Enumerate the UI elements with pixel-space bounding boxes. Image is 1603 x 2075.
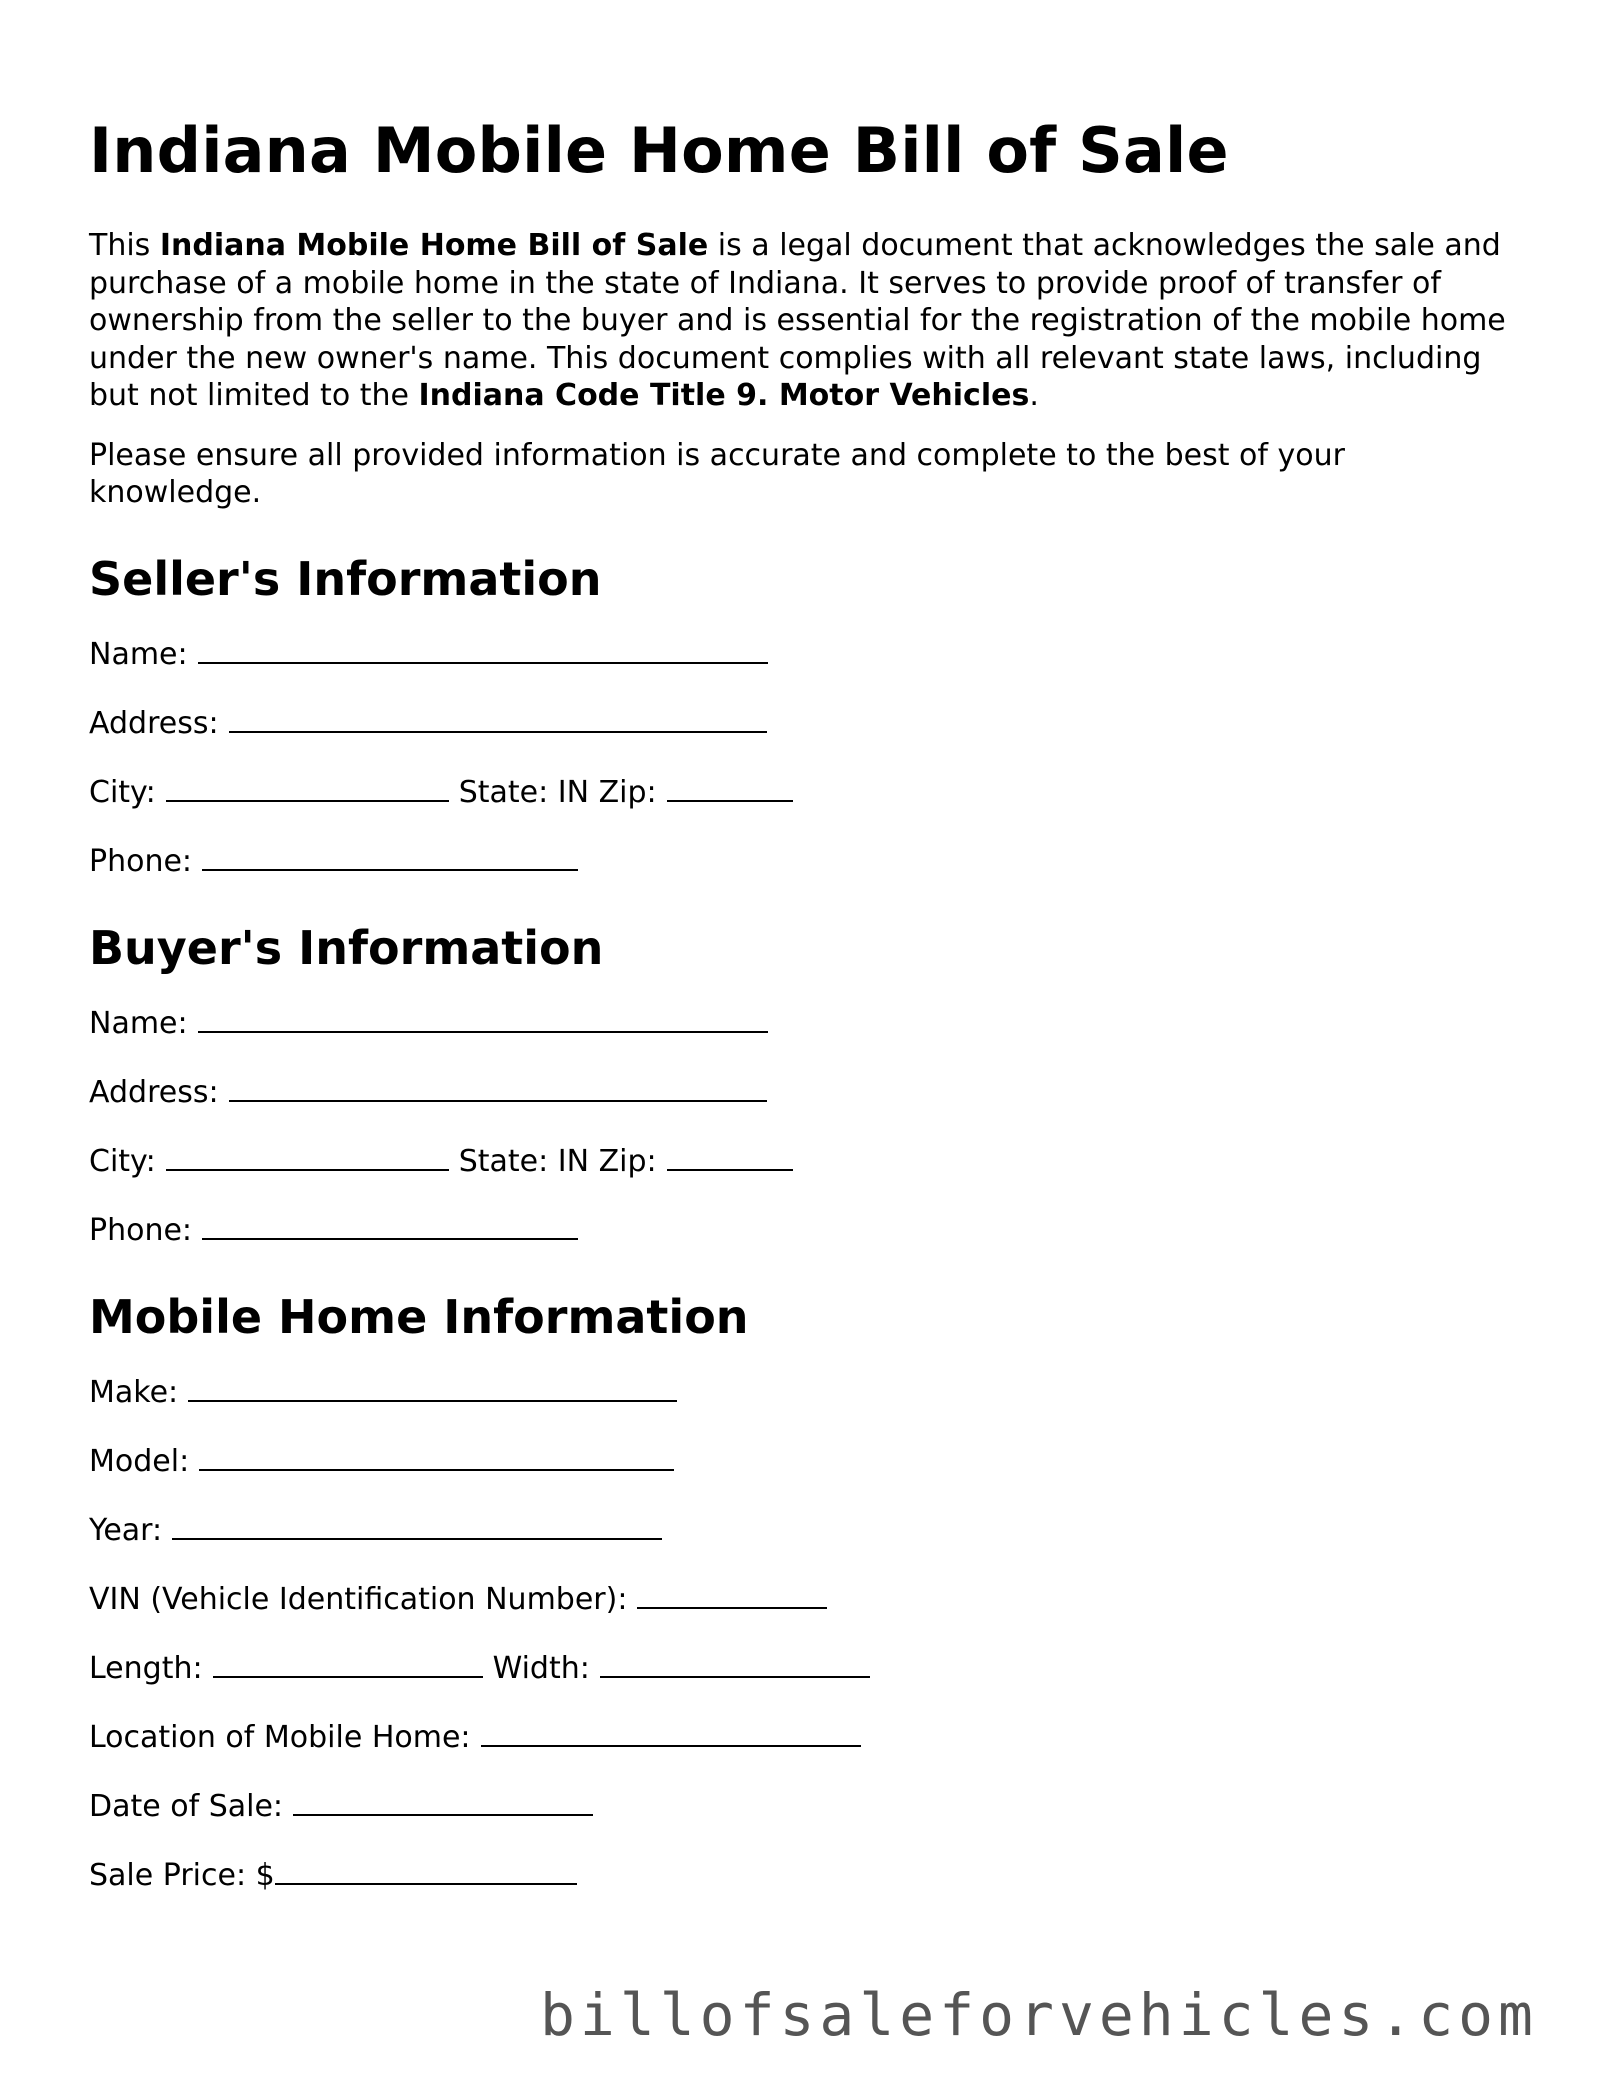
width-field[interactable] <box>600 1648 870 1678</box>
year-field[interactable] <box>172 1510 662 1540</box>
buyer-state-label: State: IN <box>458 1143 590 1179</box>
width-label: Width: <box>492 1650 590 1686</box>
seller-address-row <box>89 703 1519 743</box>
make-row <box>89 1372 1519 1412</box>
buyer-city-field[interactable] <box>166 1141 449 1171</box>
buyer-city-label: City: <box>89 1143 156 1179</box>
buyer-phone-label: Phone: <box>89 1212 193 1248</box>
year-label: Year: <box>89 1512 163 1548</box>
location-label: Location of Mobile Home: <box>89 1719 471 1755</box>
buyer-name-label: Name: <box>89 1005 188 1041</box>
dimensions-row <box>89 1648 1519 1688</box>
seller-name-label: Name: <box>89 636 188 672</box>
vin-row <box>89 1579 1519 1619</box>
location-field[interactable] <box>481 1717 861 1747</box>
buyer-name-row <box>89 1003 1519 1043</box>
seller-section-heading: Seller's Information <box>89 551 602 606</box>
sale-price-label: Sale Price: $ <box>89 1857 275 1893</box>
model-label: Model: <box>89 1443 190 1479</box>
seller-zip-label: Zip: <box>598 774 657 810</box>
date-of-sale-field[interactable] <box>293 1786 593 1816</box>
intro-paragraph <box>89 227 1519 415</box>
make-label: Make: <box>89 1374 179 1410</box>
vin-field[interactable] <box>637 1579 827 1609</box>
date-of-sale-row <box>89 1786 1519 1826</box>
instructions-paragraph: Please ensure all provided information is accurate and complete to the best of your knowledge. <box>89 437 1345 510</box>
seller-phone-field[interactable] <box>202 841 578 871</box>
buyer-zip-field[interactable] <box>667 1141 793 1171</box>
intro-text-post: . <box>1029 378 1039 413</box>
intro-bold-document-name: Indiana Mobile Home Bill of Sale <box>159 228 709 263</box>
intro-text-mid: is a legal document that acknowledges the sale and purchase of a mobile home in the state of Indiana. It serves to provide proof of transfer of ownership from the seller to the buyer and is essential for the registration of the mobile home under the new owner's name. This document complies with all relevant state laws, including but not limited to the <box>89 228 1506 413</box>
buyer-section-heading: Buyer's Information <box>89 920 604 975</box>
buyer-zip-label: Zip: <box>598 1143 657 1179</box>
watermark: billofsaleforvehicles.com <box>540 1981 1538 2049</box>
year-row <box>89 1510 1519 1550</box>
length-field[interactable] <box>213 1648 483 1678</box>
buyer-address-field[interactable] <box>229 1072 767 1102</box>
mobile-home-section-heading: Mobile Home Information <box>89 1289 749 1344</box>
buyer-phone-field[interactable] <box>202 1210 578 1240</box>
length-label: Length: <box>89 1650 203 1686</box>
seller-state-label: State: IN <box>458 774 590 810</box>
seller-zip-field[interactable] <box>667 772 793 802</box>
vin-label: VIN (Vehicle Identification Number): <box>89 1581 628 1617</box>
seller-address-label: Address: <box>89 705 219 741</box>
sale-price-field[interactable] <box>275 1855 577 1885</box>
buyer-address-row <box>89 1072 1519 1112</box>
buyer-phone-row <box>89 1210 1519 1250</box>
date-of-sale-label: Date of Sale: <box>89 1788 284 1824</box>
seller-name-field[interactable] <box>198 634 768 664</box>
location-row <box>89 1717 1519 1757</box>
buyer-address-label: Address: <box>89 1074 219 1110</box>
document-page <box>89 112 1519 1924</box>
seller-city-row <box>89 772 1519 812</box>
seller-phone-row <box>89 841 1519 881</box>
intro-bold-law-reference: Indiana Code Title 9. Motor Vehicles <box>418 378 1030 413</box>
intro-text-pre: This <box>89 228 160 263</box>
model-row <box>89 1441 1519 1481</box>
seller-phone-label: Phone: <box>89 843 193 879</box>
seller-city-label: City: <box>89 774 156 810</box>
seller-address-field[interactable] <box>229 703 767 733</box>
seller-name-row <box>89 634 1519 674</box>
sale-price-row <box>89 1855 1519 1895</box>
seller-city-field[interactable] <box>166 772 449 802</box>
buyer-city-row <box>89 1141 1519 1181</box>
model-field[interactable] <box>199 1441 674 1471</box>
page-title: Indiana Mobile Home Bill of Sale <box>89 114 1229 187</box>
buyer-name-field[interactable] <box>198 1003 768 1033</box>
make-field[interactable] <box>188 1372 677 1402</box>
